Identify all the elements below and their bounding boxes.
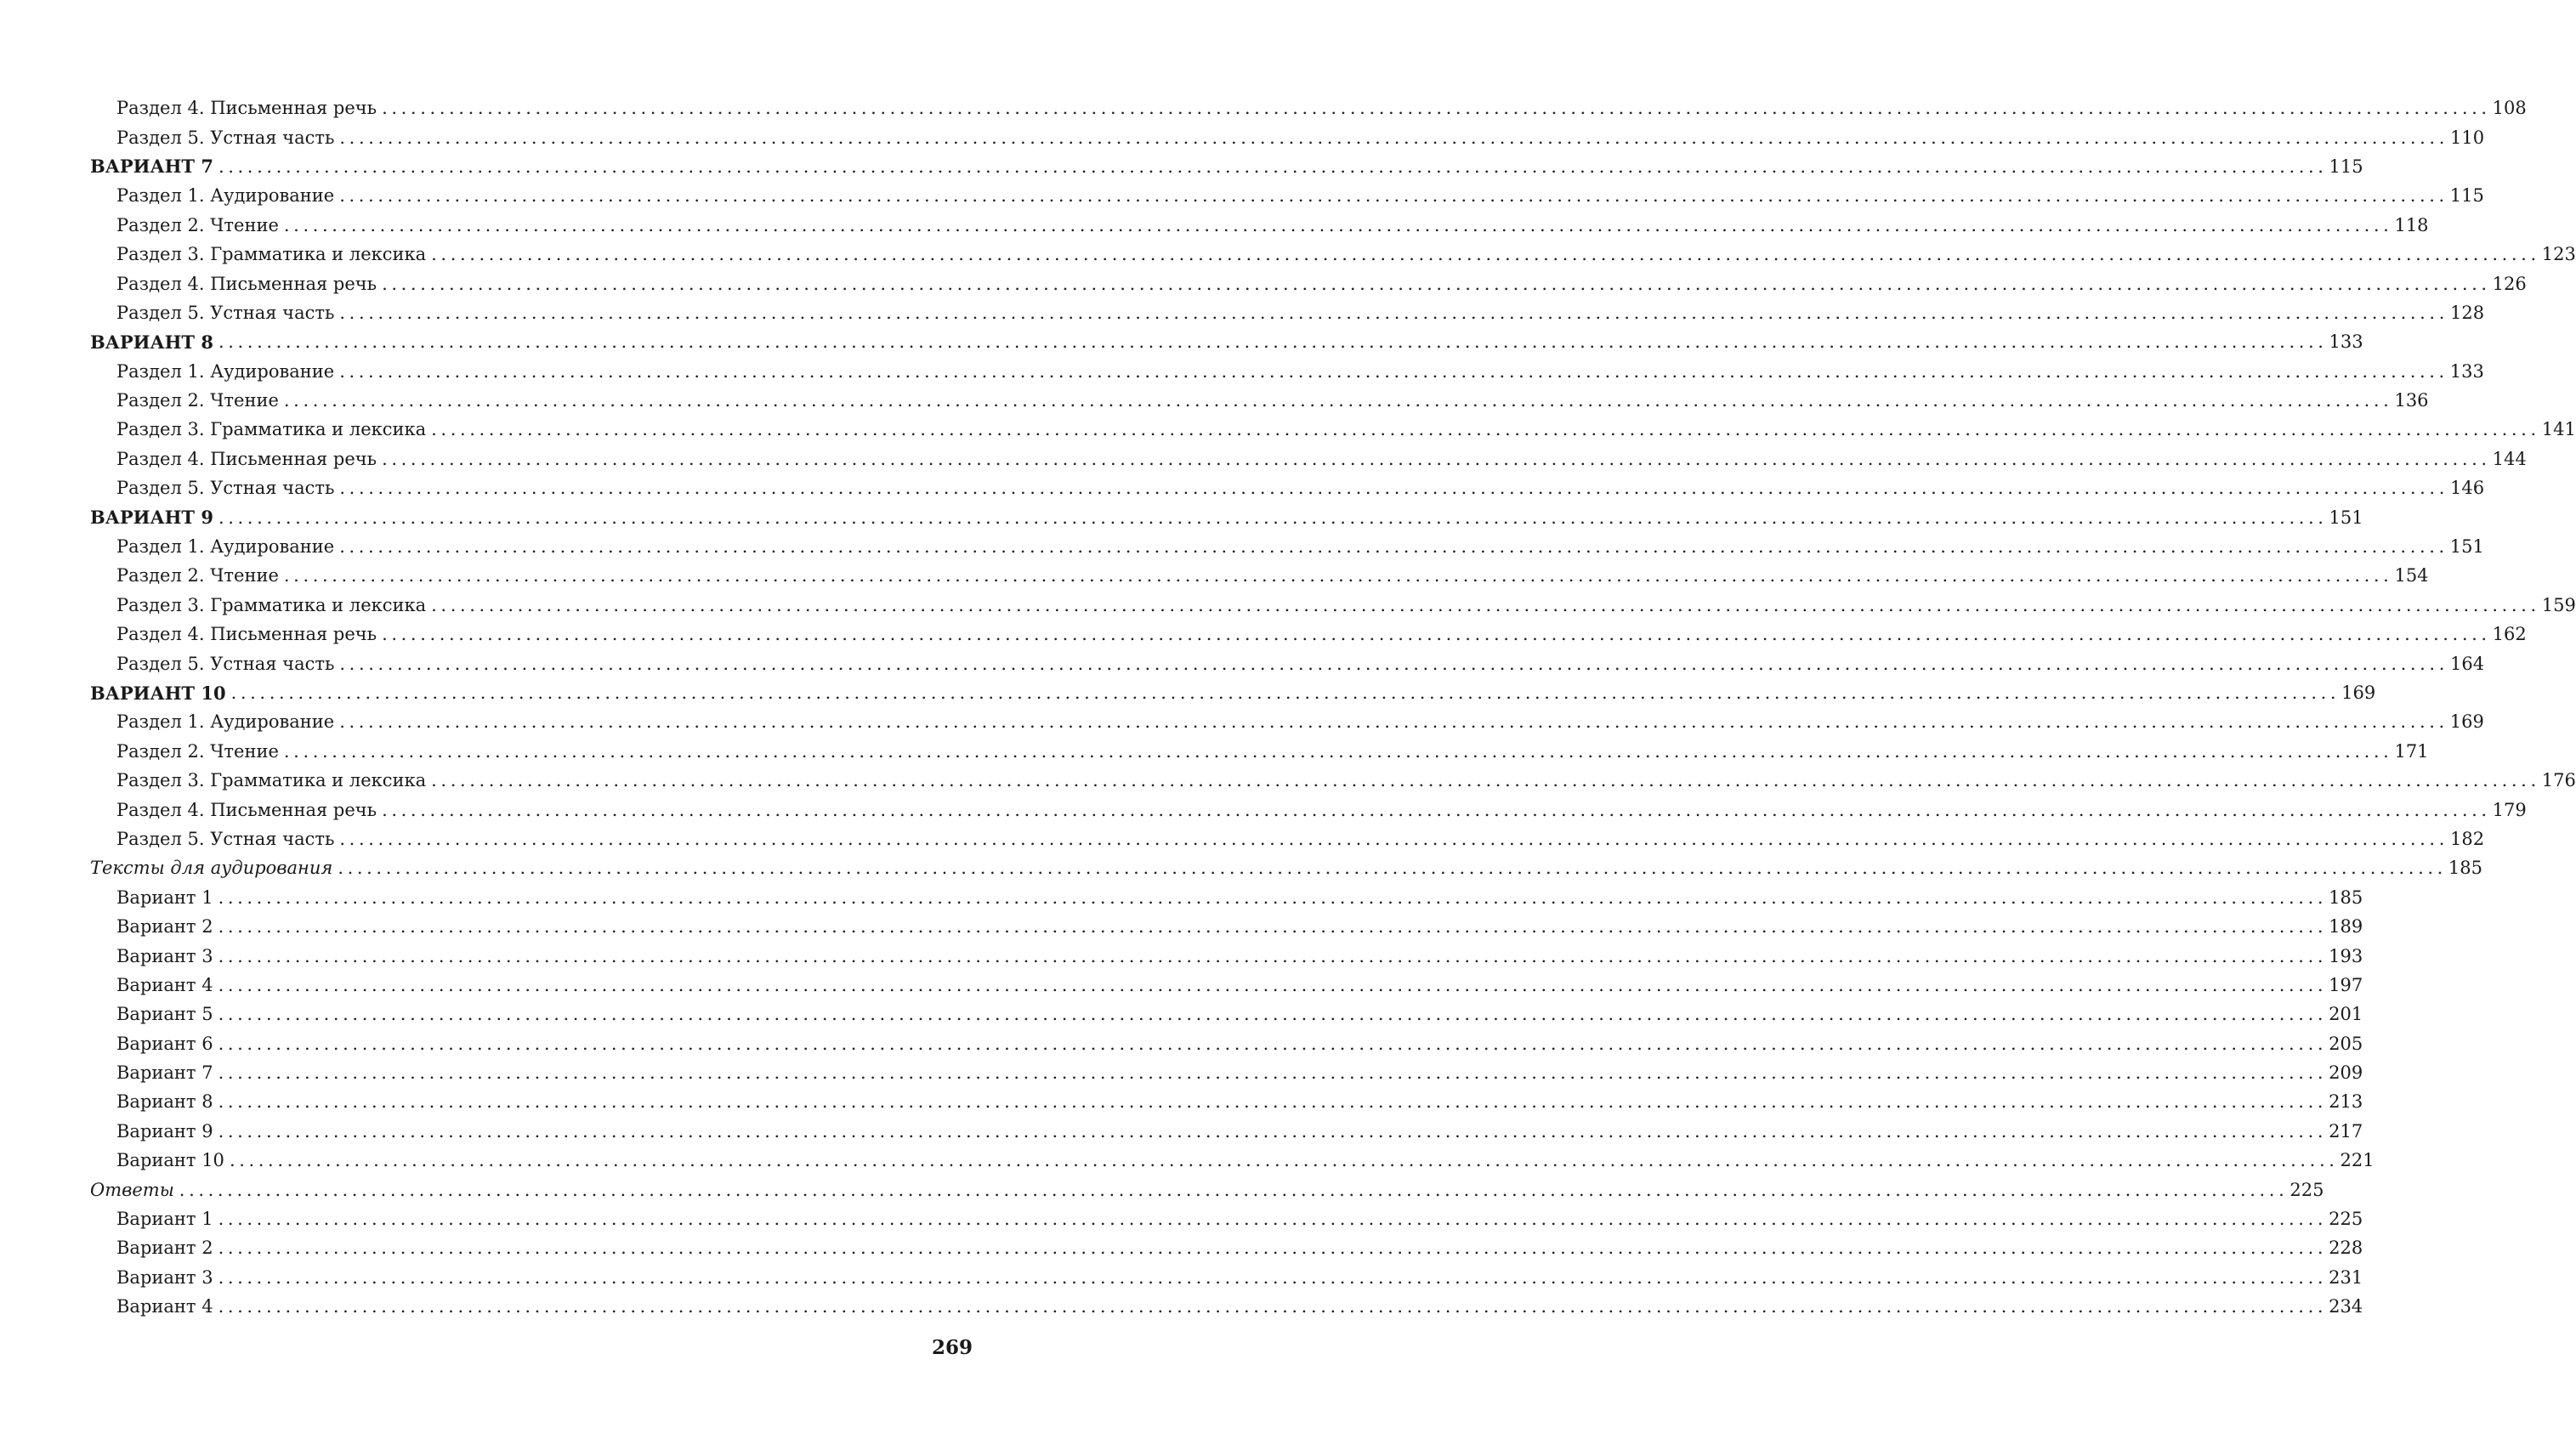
- toc-entry: [90, 1204, 2363, 1233]
- toc-entry-page: 179: [2492, 799, 2527, 820]
- toc-entry: [90, 883, 2363, 912]
- toc-entry-page: 115: [2449, 185, 2484, 207]
- dot-leader: ............................................................................................................................................................................................................................: [382, 98, 2491, 119]
- toc-entry-title: Вариант 10: [116, 1150, 224, 1171]
- toc-entry-title: Раздел 1. Аудирование: [116, 185, 335, 207]
- toc-entry-title: Раздел 2. Чтение: [116, 565, 279, 586]
- toc-entry-title: Вариант 2: [116, 1238, 213, 1259]
- dot-leader: ............................................................................................................................................................................................................................: [218, 1266, 2328, 1288]
- toc-entry-title: Вариант 2: [116, 916, 213, 938]
- toc-entry-title: Вариант 3: [116, 945, 213, 966]
- toc-entry-page: 108: [2492, 98, 2527, 119]
- dot-leader: ............................................................................................................................................................................................................................: [218, 974, 2328, 995]
- toc-entry: [90, 473, 2485, 502]
- toc-entry-title: Вариант 9: [116, 1120, 213, 1142]
- toc-entry-page: 193: [2329, 945, 2363, 966]
- toc-entry-page: 231: [2329, 1266, 2363, 1288]
- toc-entry-title: ВАРИАНТ 7: [90, 156, 213, 178]
- toc-entry-title: Раздел 5. Устная часть: [116, 127, 335, 148]
- toc-entry-title: Раздел 4. Письменная речь: [116, 98, 377, 119]
- toc-entry-page: 225: [2329, 1209, 2363, 1230]
- toc-entry: [90, 971, 2363, 1000]
- toc-entry-page: 169: [2449, 711, 2484, 733]
- table-of-contents: [90, 93, 2576, 1321]
- dot-leader: ............................................................................................................................................................................................................................: [431, 244, 2540, 265]
- toc-entry-title: Вариант 7: [116, 1062, 213, 1084]
- toc-entry: [90, 386, 2429, 415]
- toc-entry: [90, 649, 2485, 677]
- dot-leader: ............................................................................................................................................................................................................................: [218, 916, 2328, 938]
- toc-entry-title: Ответы: [90, 1179, 174, 1200]
- dot-leader: ............................................................................................................................................................................................................................: [283, 740, 2393, 762]
- toc-entry: [90, 1233, 2363, 1262]
- dot-leader: ............................................................................................................................................................................................................................: [218, 1296, 2328, 1317]
- dot-leader: ............................................................................................................................................................................................................................: [339, 127, 2448, 148]
- dot-leader: ............................................................................................................................................................................................................................: [230, 683, 2341, 703]
- toc-entry-page: 217: [2329, 1120, 2363, 1142]
- toc-entry: [90, 1000, 2363, 1028]
- toc-entry-title: Раздел 1. Аудирование: [116, 360, 335, 382]
- page-number: 269: [932, 1336, 973, 1359]
- dot-leader: ............................................................................................................................................................................................................................: [218, 156, 2328, 177]
- toc-entry: [90, 766, 2576, 795]
- toc-entry-title: Раздел 1. Аудирование: [116, 711, 335, 733]
- toc-entry-page: 169: [2341, 683, 2376, 703]
- toc-entry: [90, 853, 2482, 882]
- toc-entry: [90, 93, 2527, 122]
- toc-entry-title: Раздел 4. Письменная речь: [116, 624, 377, 645]
- dot-leader: ............................................................................................................................................................................................................................: [339, 711, 2448, 733]
- toc-entry-title: Раздел 4. Письменная речь: [116, 448, 377, 469]
- toc-entry-title: Вариант 4: [116, 1296, 213, 1317]
- toc-entry-page: 201: [2329, 1004, 2363, 1025]
- toc-entry: [90, 561, 2429, 590]
- toc-entry-page: 123: [2541, 244, 2576, 265]
- toc-entry: [90, 1292, 2363, 1321]
- toc-entry-title: Раздел 5. Устная часть: [116, 828, 335, 849]
- dot-leader: ............................................................................................................................................................................................................................: [218, 1238, 2328, 1259]
- dot-leader: ............................................................................................................................................................................................................................: [339, 185, 2448, 207]
- toc-entry-title: Тексты для аудирования: [90, 858, 333, 879]
- toc-entry-title: Вариант 1: [116, 1209, 213, 1230]
- dot-leader: ............................................................................................................................................................................................................................: [382, 273, 2491, 294]
- toc-entry-page: 225: [2289, 1179, 2324, 1200]
- toc-entry-page: 228: [2329, 1238, 2363, 1259]
- dot-leader: ............................................................................................................................................................................................................................: [431, 594, 2540, 615]
- dot-leader: ............................................................................................................................................................................................................................: [382, 799, 2491, 820]
- toc-entry-page: 151: [2329, 507, 2363, 528]
- toc-entry-page: 141: [2541, 419, 2576, 440]
- toc-entry-page: 213: [2329, 1091, 2363, 1113]
- toc-entry-title: ВАРИАНТ 8: [90, 331, 213, 353]
- toc-entry-title: Вариант 4: [116, 974, 213, 995]
- toc-entry-page: 189: [2329, 916, 2363, 938]
- toc-entry-page: 197: [2329, 974, 2363, 995]
- toc-entry-page: 176: [2541, 770, 2576, 791]
- dot-leader: ............................................................................................................................................................................................................................: [218, 1062, 2328, 1084]
- toc-entry: [90, 269, 2527, 297]
- toc-entry: [90, 1087, 2363, 1116]
- dot-leader: ............................................................................................................................................................................................................................: [218, 1091, 2328, 1113]
- dot-leader: ............................................................................................................................................................................................................................: [431, 419, 2540, 440]
- toc-entry-title: Раздел 3. Грамматика и лексика: [116, 770, 427, 791]
- toc-entry-page: 185: [2448, 858, 2482, 879]
- dot-leader: ............................................................................................................................................................................................................................: [382, 624, 2491, 645]
- toc-entry-page: 118: [2394, 214, 2429, 235]
- toc-entry-page: 115: [2329, 156, 2363, 177]
- toc-entry-page: 185: [2329, 887, 2363, 908]
- toc-entry-title: Раздел 3. Грамматика и лексика: [116, 244, 427, 265]
- toc-entry-page: 146: [2449, 478, 2485, 499]
- toc-entry-page: 151: [2449, 536, 2484, 558]
- toc-entry: [90, 122, 2485, 151]
- toc-entry-title: Раздел 2. Чтение: [116, 740, 279, 762]
- toc-entry-title: Раздел 3. Грамматика и лексика: [116, 419, 427, 440]
- toc-entry: [90, 181, 2484, 210]
- dot-leader: ............................................................................................................................................................................................................................: [339, 653, 2448, 674]
- toc-entry: [90, 912, 2363, 941]
- toc-entry-title: Вариант 5: [116, 1004, 213, 1025]
- toc-entry-page: 133: [2329, 331, 2363, 353]
- toc-entry-title: ВАРИАНТ 10: [90, 682, 226, 704]
- toc-entry-page: 133: [2449, 360, 2484, 382]
- dot-leader: ............................................................................................................................................................................................................................: [339, 828, 2448, 849]
- toc-entry-title: Раздел 4. Письменная речь: [116, 273, 377, 294]
- toc-entry: [90, 678, 2376, 707]
- dot-leader: ............................................................................................................................................................................................................................: [218, 1209, 2328, 1230]
- dot-leader: ............................................................................................................................................................................................................................: [339, 302, 2448, 323]
- toc-entry-title: ВАРИАНТ 9: [90, 507, 213, 529]
- toc-entry: [90, 445, 2527, 473]
- dot-leader: ............................................................................................................................................................................................................................: [218, 945, 2328, 966]
- toc-entry: [90, 620, 2527, 649]
- dot-leader: ............................................................................................................................................................................................................................: [179, 1179, 2289, 1200]
- toc-entry-page: 110: [2449, 127, 2485, 148]
- toc-entry: [90, 1146, 2375, 1175]
- toc-entry-title: Раздел 5. Устная часть: [116, 302, 335, 323]
- toc-entry-title: Раздел 5. Устная часть: [116, 653, 335, 674]
- dot-leader: ............................................................................................................................................................................................................................: [218, 331, 2328, 353]
- dot-leader: ............................................................................................................................................................................................................................: [218, 887, 2328, 908]
- toc-entry-page: 221: [2340, 1150, 2375, 1171]
- toc-entry-page: 182: [2449, 828, 2485, 849]
- dot-leader: ............................................................................................................................................................................................................................: [339, 478, 2448, 499]
- toc-entry: [90, 1175, 2324, 1204]
- toc-entry-page: 205: [2329, 1033, 2363, 1054]
- toc-entry: [90, 532, 2484, 561]
- dot-leader: ............................................................................................................................................................................................................................: [218, 1120, 2328, 1142]
- dot-leader: ............................................................................................................................................................................................................................: [339, 536, 2448, 558]
- dot-leader: ............................................................................................................................................................................................................................: [218, 507, 2328, 528]
- toc-entry-title: Раздел 3. Грамматика и лексика: [116, 594, 427, 615]
- toc-entry: [90, 1263, 2363, 1292]
- toc-entry-title: Раздел 5. Устная часть: [116, 478, 335, 499]
- toc-entry: [90, 941, 2363, 970]
- dot-leader: ............................................................................................................................................................................................................................: [229, 1150, 2339, 1171]
- dot-leader: ............................................................................................................................................................................................................................: [431, 770, 2540, 791]
- toc-entry-page: 126: [2492, 273, 2527, 294]
- toc-entry-title: Вариант 3: [116, 1266, 213, 1288]
- toc-entry: [90, 240, 2576, 269]
- dot-leader: ............................................................................................................................................................................................................................: [283, 565, 2393, 586]
- toc-entry: [90, 824, 2485, 853]
- toc-entry: [90, 211, 2429, 240]
- toc-entry-title: Вариант 8: [116, 1091, 213, 1113]
- toc-entry-page: 234: [2329, 1296, 2363, 1317]
- toc-entry: [90, 415, 2576, 444]
- toc-entry-page: 154: [2394, 565, 2429, 586]
- toc-entry-page: 128: [2449, 302, 2485, 323]
- dot-leader: ............................................................................................................................................................................................................................: [338, 858, 2447, 879]
- toc-entry: [90, 298, 2485, 327]
- dot-leader: ............................................................................................................................................................................................................................: [218, 1004, 2328, 1025]
- toc-entry-page: 171: [2394, 740, 2429, 762]
- dot-leader: ............................................................................................................................................................................................................................: [339, 360, 2448, 382]
- toc-entry: [90, 707, 2484, 736]
- toc-entry-title: Вариант 6: [116, 1033, 213, 1054]
- dot-leader: ............................................................................................................................................................................................................................: [218, 1033, 2328, 1054]
- toc-entry-page: 144: [2492, 448, 2527, 469]
- toc-entry: [90, 152, 2363, 181]
- dot-leader: ............................................................................................................................................................................................................................: [283, 214, 2393, 235]
- toc-entry-page: 136: [2394, 390, 2429, 411]
- toc-entry: [90, 357, 2484, 386]
- toc-entry-title: Вариант 1: [116, 887, 213, 908]
- toc-entry-title: Раздел 1. Аудирование: [116, 536, 335, 558]
- dot-leader: ............................................................................................................................................................................................................................: [382, 448, 2491, 469]
- toc-entry-page: 164: [2449, 653, 2485, 674]
- toc-entry: [90, 327, 2363, 356]
- toc-entry: [90, 1058, 2363, 1087]
- toc-entry-page: 159: [2541, 594, 2576, 615]
- toc-entry: [90, 591, 2576, 620]
- toc-entry: [90, 795, 2527, 824]
- toc-entry-page: 209: [2329, 1062, 2363, 1084]
- toc-entry-title: Раздел 4. Письменная речь: [116, 799, 377, 820]
- dot-leader: ............................................................................................................................................................................................................................: [283, 390, 2393, 411]
- toc-entry-title: Раздел 2. Чтение: [116, 390, 279, 411]
- toc-entry-page: 162: [2492, 624, 2527, 645]
- toc-entry: [90, 737, 2429, 766]
- toc-entry-title: Раздел 2. Чтение: [116, 214, 279, 235]
- toc-entry: [90, 1117, 2363, 1146]
- toc-entry: [90, 1029, 2363, 1058]
- toc-entry: [90, 502, 2363, 531]
